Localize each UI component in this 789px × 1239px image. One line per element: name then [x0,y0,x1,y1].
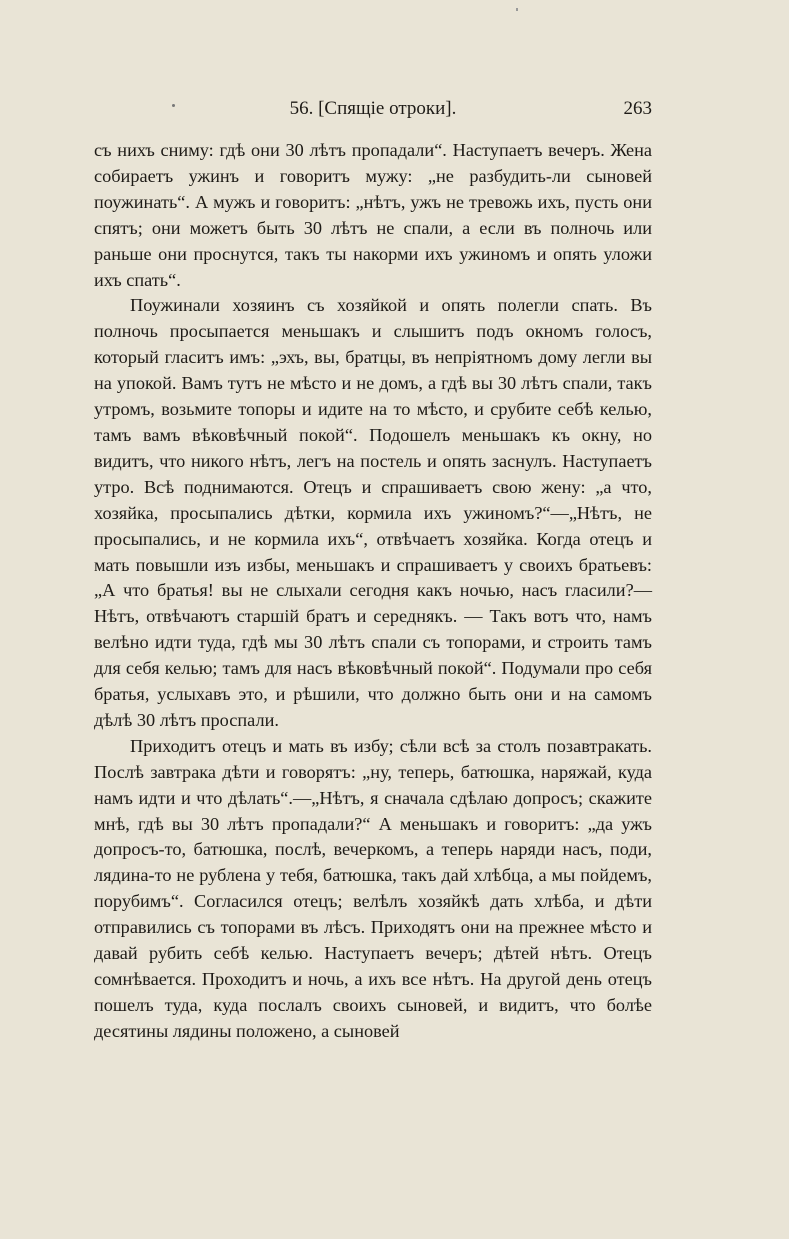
page-number: 263 [623,98,652,119]
text-body [94,138,652,1045]
paragraph: Приходитъ отецъ и мать въ избу; сѣли всѣ за столъ позавтракать. Послѣ завтрака дѣти и говорятъ: „ну, теперь, батюшка, наряжай, куда намъ идти и что дѣлать“.—„Нѣтъ, я сначала сдѣлаю допросъ; скажите мнѣ, гдѣ вы 30 лѣтъ пропадали?“ А меньшакъ и говоритъ: „да ужъ допросъ-то, батюшка, послѣ, вечеркомъ, а теперь наряди насъ, поди, лядина-то не рублена у тебя, батюшка, такъ дай хлѣбца, а мы пойдемъ, порубимъ“. Согласился отецъ; велѣлъ хозяйкѣ дать хлѣба, и дѣти отправились съ топорами въ лѣсъ. Приходятъ они на прежнее мѣсто и давай рубить себѣ келью. Наступаетъ вечеръ; дѣтей нѣтъ. Отецъ сомнѣвается. Проходитъ и ночь, а ихъ все нѣтъ. На другой день отецъ пошелъ туда, куда послалъ своихъ сыновей, и видитъ, что болѣе десятины лядины положено, а сыновей [94,735,652,1041]
running-title: 56. [Спящіе отроки]. [289,98,457,119]
paragraph: Поужинали хозяинъ съ хозяйкой и опять полегли спать. Въ полночь просыпается меньшакъ и слышитъ подъ окномъ голосъ, который гласитъ имъ: „эхъ, вы, братцы, въ непріятномъ дому легли вы на упокой. Вамъ тутъ не мѣсто и не домъ, а гдѣ вы 30 лѣтъ спали, такъ утромъ, возьмите топоры и идите на то мѣсто, и срубите себѣ келью, тамъ вамъ вѣковѣчный покой“. Подошелъ меньшакъ къ окну, но видитъ, что никого нѣтъ, легъ на постель и опять заснулъ. Наступаетъ утро. Всѣ поднимаются. Отецъ и спрашиваетъ свою жену: „а что, хозяйка, просыпались дѣтки, кормила ихъ ужиномъ?“—„Нѣтъ, не просыпались, и не кормила ихъ“, отвѣчаетъ хозяйка. Когда отецъ и мать повышли изъ избы, меньшакъ и спрашиваетъ у своихъ братьевъ: „А что братья! вы не слыхали сегодня какъ ночью, насъ гласили?—Нѣтъ, отвѣчаютъ старшій братъ и середнякъ. — Такъ вотъ что, намъ велѣно идти туда, гдѣ мы 30 лѣтъ спали съ топорами, и строить тамъ для себя келью; тамъ для насъ вѣковѣчный покой“. Подумали про себя братья, услыхавъ это, и рѣшили, что должно быть они и на самомъ дѣлѣ 30 лѣтъ проспали. [94,295,652,730]
paper-speck [516,8,518,11]
paragraph: съ нихъ сниму: гдѣ они 30 лѣтъ пропадали“. Наступаетъ вечеръ. Жена собираетъ ужинъ и говоритъ мужу: „не разбудить-ли сыновей поужинать“. А мужъ и говоритъ: „нѣтъ, ужъ не тревожь ихъ, пусть они спятъ; они можетъ быть 30 лѣтъ не спали, а если въ полночь или раньше они проснутся, такъ ты накорми ихъ ужиномъ и опять уложи ихъ спать“. [94,140,652,290]
running-header [94,98,652,126]
